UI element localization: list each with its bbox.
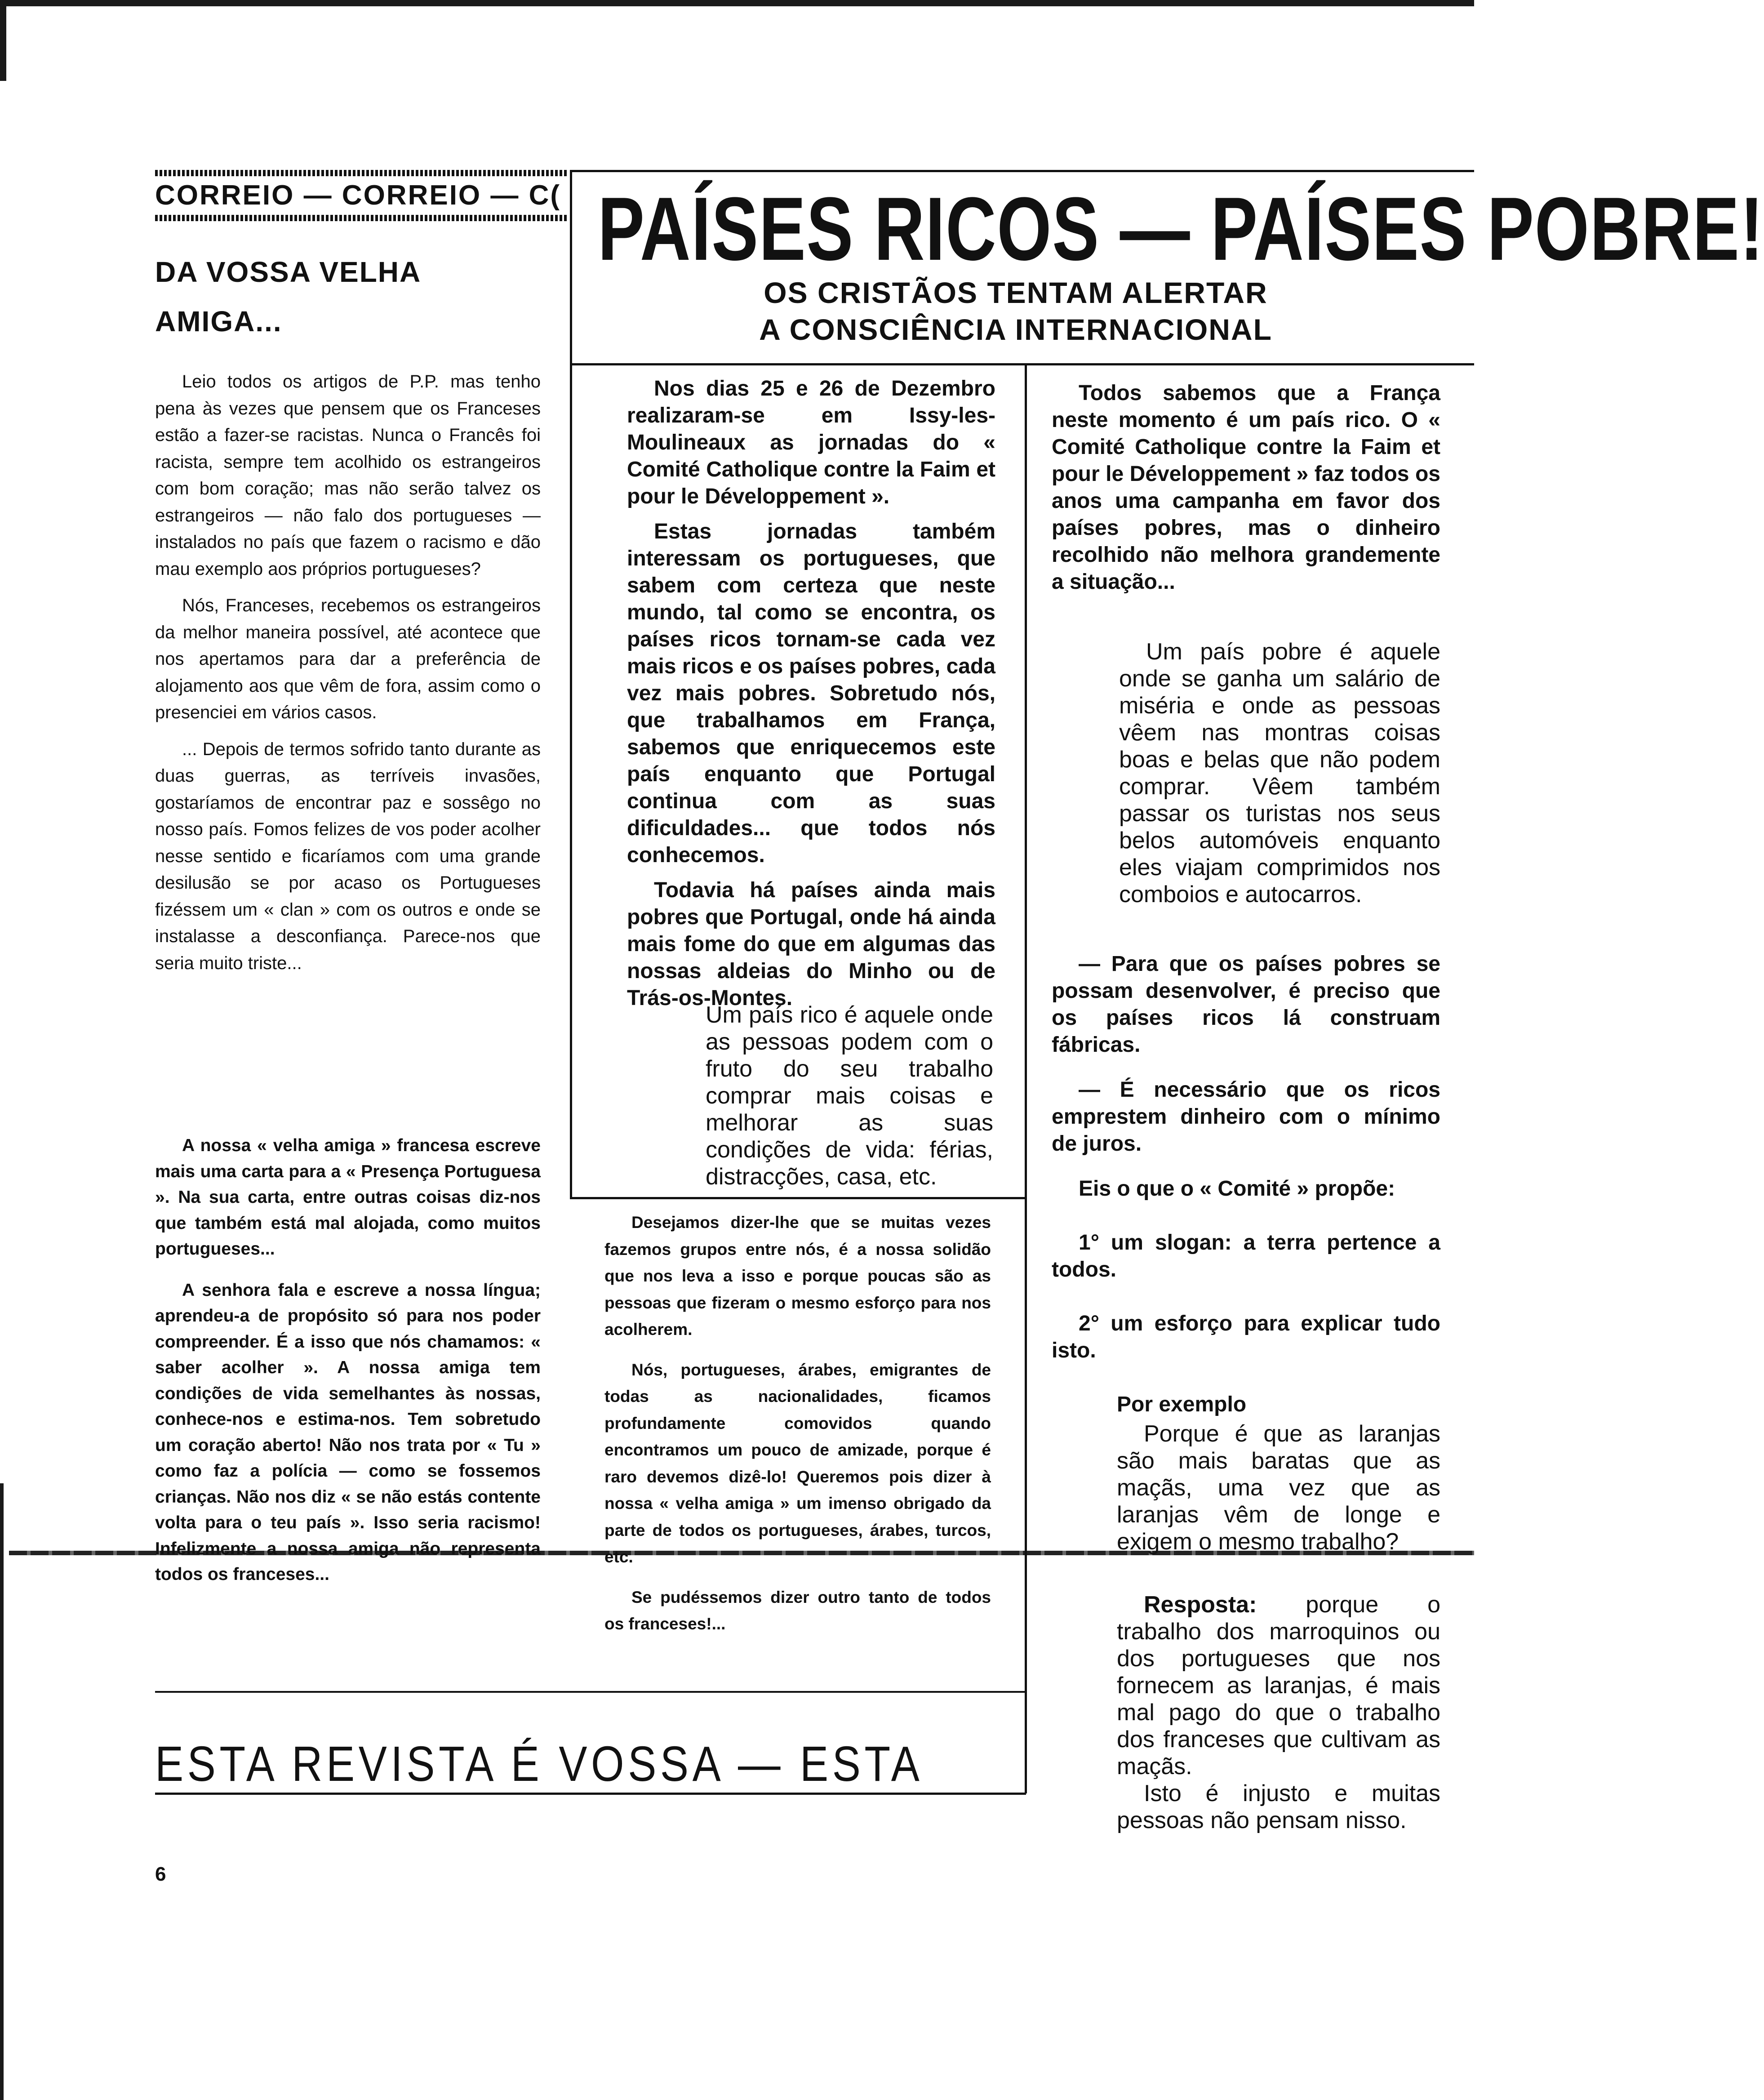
- answer-body: porque o trabalho dos marroquinos ou dos portugueses que nos fornecem as laranjas, é mais mal pago do que o trabalho dos franceses que cultivam as maçãs.: [1117, 1592, 1440, 1780]
- example-heading: Por exemplo: [1117, 1393, 1247, 1416]
- page-number: 6: [155, 1863, 166, 1885]
- footer-banner: ESTA REVISTA É VOSSA — ESTA: [155, 1736, 924, 1792]
- subtitle-line1: OS CRISTÃOS TENTAM ALERTAR: [764, 276, 1268, 309]
- correio-letter: [155, 369, 541, 987]
- reply-cont-paragraph: Desejamos dizer-lhe que se muitas vezes fazemos grupos entre nós, é a nossa solidão que nos leva a isso e porque poucas são as pessoas que fizeram o mesmo esforço para nos acolherem.: [604, 1213, 991, 1339]
- article-subtitle: [674, 274, 1357, 348]
- correio-reply-continuation: [604, 1209, 991, 1651]
- page-left-border: [0, 0, 6, 81]
- article-box-inner-bottom-rule: [570, 1197, 1026, 1199]
- point-paragraph: — É necessário que os ricos emprestem dinheiro com o mínimo de juros.: [1052, 1078, 1440, 1156]
- article-middle-bold: [627, 375, 995, 1020]
- example-answer: [1117, 1591, 1440, 1834]
- middle-paragraph: Nos dias 25 e 26 de Dezembro realizaram-se em Issy-les-Moulineaux as jornadas do « Comité Catholique contre la Faim et pour le Développement ».: [627, 377, 995, 508]
- reply-paragraph: A senhora fala e escreve a nossa língua; aprendeu-a de propósito só para nos poder compreender. É a isso que nós chamamos: « saber acolher ». A nossa amiga tem condições de vida semelhantes às nossas, conhece-nos e estima-nos. Tem sobretudo um coração aberto! Não nos trata por « Tu » como faz a polícia — como se fossemos crianças. Não nos diz « se não estás contente volta para o teu país ». Isso seria racismo! Infelizmente a nossa amiga não representa todos os franceses...: [155, 1280, 541, 1584]
- correio-reply: [155, 1133, 541, 1603]
- correio-section-header: CORREIO — CORREIO — C(: [155, 180, 561, 211]
- subtitle-rule: [570, 363, 1474, 365]
- bottom-box-rule: [155, 1793, 1026, 1795]
- letter-paragraph: Leio todos os artigos de P.P. mas tenho pena às vezes que pensem que os Franceses estão a fazer-se racistas. Nunca o Francês foi racista, sempre tem acolhido os estrangeiros com bom coração; mas não serão talvez os estrangeiros — não falo dos portugueses — instalados no país que fazem o racismo e dão mau exemplo aos próprios portugueses?: [155, 372, 541, 579]
- example-question-text: Porque é que as laranjas são mais baratas que as maçãs, uma vez que as laranjas vêm de longe e exigem o mesmo trabalho?: [1117, 1421, 1440, 1555]
- middle-box-right-rule: [1025, 364, 1027, 1793]
- letter-paragraph: ... Depois de termos sofrido tanto durante as duas guerras, as terríveis invasões, gostaríamos de encontrar paz e sossêgo no nosso país. Fomos felizes de vos poder acolher nesse sentido e ficaríamos com uma grande desilusão se por acaso os Portugueses fizéssem um « clan » com os outros e onde se instalasse a desconfiança. Parece-nos que seria muito triste...: [155, 739, 541, 973]
- letter-paragraph: Nós, Franceses, recebemos os estrangeiros da melhor maneira possível, até acontece que nos apertamos para dar a preferência de alojamento aos que vêm de fora, assim como o presenciei em vários casos.: [155, 596, 541, 722]
- closing-text: Isto é injusto e muitas pessoas não pensam nisso.: [1117, 1780, 1440, 1833]
- correio-headline-line2: AMIGA...: [155, 305, 282, 338]
- right-intro-paragraph: Todos sabemos que a França neste momento é um país rico. O « Comité Catholique contre la Faim et pour le Développement » faz todos os anos uma campanha em favor dos países pobres, mas o dinheiro recolhido não melhora grandemente a situação...: [1052, 381, 1440, 594]
- article-right-intro: [1052, 380, 1440, 596]
- correio-header-rule-top: [155, 170, 569, 176]
- article-title: PAÍSES RICOS — PAÍSES POBRE!: [598, 179, 1764, 279]
- page-top-border: [0, 0, 1474, 6]
- article-box-top-rule: [570, 170, 1474, 172]
- point-paragraph: Eis o que o « Comité » propõe:: [1079, 1177, 1395, 1201]
- page-left-border-lower: [0, 1483, 4, 2100]
- bottom-box-rule-top: [155, 1691, 1026, 1693]
- article-right-points: [1052, 951, 1440, 1364]
- article-middle-definition: Um país rico é aquele onde as pessoas podem com o fruto do seu trabalho comprar mais coisas e melhorar as suas condições de vida: férias, distracções, casa, etc.: [706, 1002, 993, 1190]
- correio-header-rule-bottom: [155, 215, 569, 221]
- right-definition-paragraph: Um país pobre é aquele onde se ganha um salário de miséria e onde as pessoas vêem nas montras coisas boas e belas que não podem comprar. Vêem também passar os turistas nos seus belos automóveis enquanto eles viajam comprimidos nos comboios e autocarros.: [1119, 639, 1440, 908]
- correio-headline-line1: DA VOSSA VELHA: [155, 256, 422, 288]
- answer-label: Resposta:: [1144, 1592, 1257, 1618]
- middle-paragraph: Todavia há países ainda mais pobres que Portugal, onde há ainda mais fome do que em algumas das nossas aldeias do Minho ou de Trás-os-Montes.: [627, 878, 995, 1010]
- reply-paragraph: A nossa « velha amiga » francesa escreve mais uma carta para a « Presença Portuguesa ». Na sua carta, entre outras coisas diz-nos que também está mal alojada, como muitos portugueses...: [155, 1136, 541, 1259]
- correio-headline: [155, 247, 560, 346]
- middle-paragraph: Estas jornadas também interessam os portugueses, que sabem com certeza que neste mundo, tal como se encontra, os países ricos tornam-se cada vez mais ricos e os países pobres, cada vez mais pobres. Sobretudo nós, que trabalhamos em França, sabemos que enriquecemos este país enquanto que Portugal continua com as suas dificuldades... que todos nós conhecemos.: [627, 520, 995, 867]
- point-paragraph: — Para que os países pobres se possam desenvolver, é preciso que os países ricos lá construam fábricas.: [1052, 952, 1440, 1057]
- example-answer-text: [1117, 1591, 1440, 1780]
- article-box-left-rule: [570, 170, 572, 1199]
- example-question: [1117, 1420, 1440, 1555]
- point-paragraph: 1° um slogan: a terra pertence a todos.: [1052, 1231, 1440, 1281]
- reply-cont-paragraph: Nós, portugueses, árabes, emigrantes de todas as nacionalidades, ficamos profundamente comovidos quando encontramos um pouco de amizade, porque é raro devemos dizê-lo! Queremos pois dizer à nossa « velha amiga » um imenso obrigado da parte de todos os portugueses, árabes, turcos, etc.: [604, 1360, 991, 1566]
- article-right-definition: [1119, 638, 1440, 908]
- subtitle-line2: A CONSCIÊNCIA INTERNACIONAL: [759, 313, 1272, 346]
- reply-cont-paragraph: Se pudéssemos dizer outro tanto de todos os franceses!...: [604, 1588, 991, 1633]
- point-paragraph: 2° um esforço para explicar tudo isto.: [1052, 1312, 1440, 1362]
